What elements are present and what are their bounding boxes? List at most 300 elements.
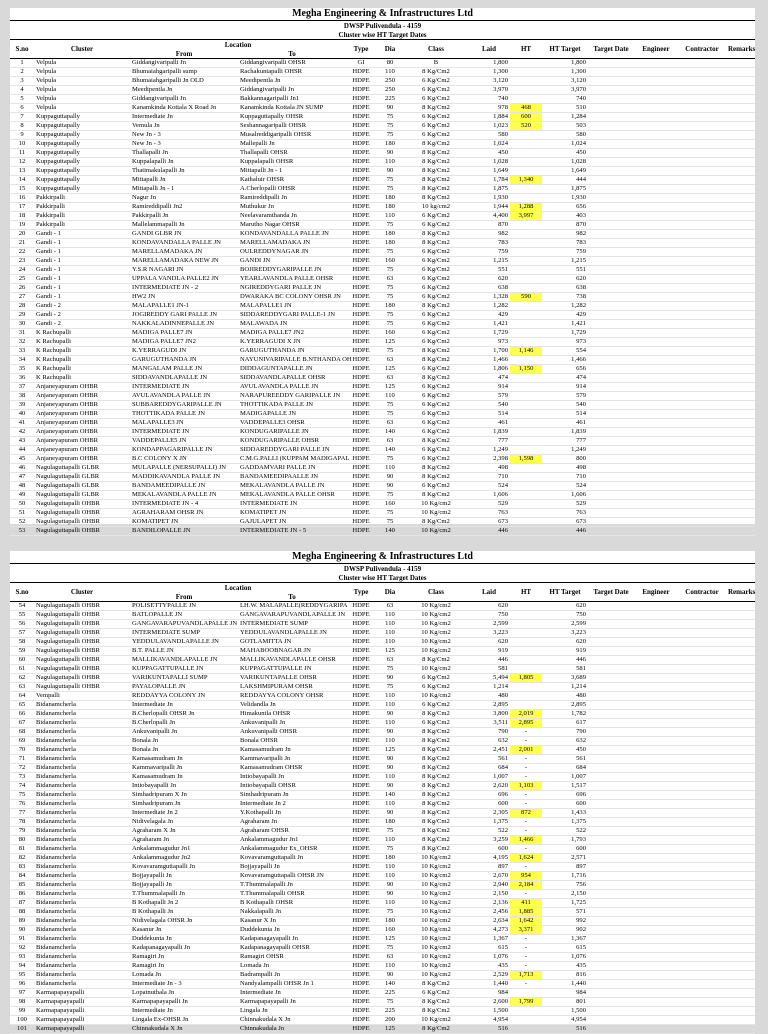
cell-laid: 673: [468, 518, 510, 527]
cell-target-date: [588, 239, 634, 248]
cell-ht-target: 801: [542, 998, 588, 1007]
cell-ht-target: 1,800: [542, 59, 588, 68]
cell-class: 6 Kg/Cm2: [404, 338, 468, 347]
cell-ht-target: 973: [542, 338, 588, 347]
cell-from: Bhumaiahgaripalli sump: [130, 68, 238, 77]
cell-remarks: [726, 908, 755, 917]
cell-from: Chinnakudala X Jn: [130, 1025, 238, 1034]
cell-target-date: [588, 500, 634, 509]
cell-type: HDPE: [346, 737, 376, 746]
table-body-2: [10, 602, 755, 1034]
cell-to: Seshannagaripalli OHSR: [238, 122, 346, 131]
cell-from: Bojjayapalli Jn: [130, 872, 238, 881]
cell-ht: [510, 518, 542, 527]
cell-from: INTERMEDIATE JN: [130, 428, 238, 437]
cell-engineer: [634, 755, 678, 764]
cell-to: Kamasamudram Jn: [238, 746, 346, 755]
cell-to: NARAPUREEDDY GARIPALLE JN: [238, 392, 346, 401]
cell-to: Chinnakudala X Jn: [238, 1016, 346, 1025]
cell-dia: 110: [376, 701, 404, 710]
cell-remarks: [726, 113, 755, 122]
cell-from: Ankalammagudur Jn2: [130, 854, 238, 863]
cell-contractor: [678, 710, 726, 719]
cell-laid: 474: [468, 374, 510, 383]
cell-type: HDPE: [346, 620, 376, 629]
cell-ht: 1,642: [510, 917, 542, 926]
cell-sno: 49: [10, 491, 34, 500]
table-row: [10, 527, 755, 536]
cell-class: 10 Kg/cm2: [404, 647, 468, 656]
cell-target-date: [588, 527, 634, 536]
cell-remarks: [726, 167, 755, 176]
cell-cluster: Kuppaguttapally: [34, 140, 130, 149]
report-subtitle: DWSP Pulivendula - 4159: [343, 21, 422, 30]
col-ht: HT: [510, 40, 542, 59]
cell-class: 8 Kg/Cm2: [404, 728, 468, 737]
table-row: [10, 482, 755, 491]
cell-cluster: Pakkirpalli: [34, 221, 130, 230]
col-cluster: Cluster: [34, 40, 130, 59]
cell-engineer: [634, 248, 678, 257]
cell-remarks: [726, 185, 755, 194]
table-row: [10, 647, 755, 656]
cell-remarks: [726, 863, 755, 872]
cell-engineer: [634, 113, 678, 122]
cell-target-date: [588, 95, 634, 104]
cell-type: HDPE: [346, 755, 376, 764]
cell-ht-target: 514: [542, 410, 588, 419]
cell-ht: 3,997: [510, 212, 542, 221]
cell-from: KONDAPPAGARIPALLE JN: [130, 446, 238, 455]
cell-sno: 22: [10, 248, 34, 257]
cell-contractor: [678, 818, 726, 827]
cell-dia: 90: [376, 104, 404, 113]
cell-laid: 1,606: [468, 491, 510, 500]
cell-ht: [510, 95, 542, 104]
cell-target-date: [588, 908, 634, 917]
cell-class: 6 Kg/Cm2: [404, 275, 468, 284]
cell-engineer: [634, 971, 678, 980]
cell-cluster: Velpula: [34, 59, 130, 68]
cell-from: Intiobayapalli Jn: [130, 782, 238, 791]
cell-contractor: [678, 800, 726, 809]
cell-ht-target: 1,215: [542, 257, 588, 266]
cell-engineer: [634, 221, 678, 230]
cell-ht-target: 617: [542, 719, 588, 728]
cell-ht-target: 540: [542, 401, 588, 410]
cell-type: HDPE: [346, 1007, 376, 1016]
cell-to: Rachakuntapalli OHSR: [238, 68, 346, 77]
cell-ht-target: 750: [542, 611, 588, 620]
cell-cluster: Nagulaguttapalli OHBR: [34, 620, 130, 629]
cell-ht: [510, 482, 542, 491]
cell-remarks: [726, 518, 755, 527]
cell-dia: 125: [376, 746, 404, 755]
cell-ht-target: 600: [542, 800, 588, 809]
cell-cluster: Bidanamcherla: [34, 773, 130, 782]
cell-class: 8 Kg/Cm2: [404, 302, 468, 311]
cell-from: B Kothapalli Jn 2: [130, 899, 238, 908]
cell-to: Kammavaripalli Jn: [238, 755, 346, 764]
table-row: [10, 818, 755, 827]
cell-type: HDPE: [346, 473, 376, 482]
cell-ht-target: 450: [542, 149, 588, 158]
cell-engineer: [634, 728, 678, 737]
cell-remarks: [726, 347, 755, 356]
cell-target-date: [588, 602, 634, 611]
cell-laid: 1,300: [468, 68, 510, 77]
cell-target-date: [588, 167, 634, 176]
cell-cluster: Nagulaguttapalli OHBR: [34, 602, 130, 611]
cell-ht-target: 620: [542, 275, 588, 284]
cell-laid: 973: [468, 338, 510, 347]
table-row: [10, 926, 755, 935]
cell-dia: 75: [376, 410, 404, 419]
table-row: [10, 800, 755, 809]
cell-ht-target: 461: [542, 419, 588, 428]
cell-sno: 6: [10, 104, 34, 113]
cell-type: HDPE: [346, 917, 376, 926]
col-location: Location: [224, 583, 252, 592]
cell-remarks: [726, 665, 755, 674]
cell-ht-target: 1,421: [542, 320, 588, 329]
cell-class: 10 Kg/cm2: [404, 863, 468, 872]
table-row: [10, 194, 755, 203]
cell-to: Agraharam Jn: [238, 818, 346, 827]
cell-laid: 740: [468, 95, 510, 104]
cell-target-date: [588, 356, 634, 365]
cell-target-date: [588, 230, 634, 239]
cell-from: YEDDULAVANDLAPALLE JN: [130, 638, 238, 647]
cell-target-date: [588, 1007, 634, 1016]
cell-dia: 200: [376, 1016, 404, 1025]
cell-sno: 73: [10, 773, 34, 782]
cell-engineer: [634, 59, 678, 68]
cell-to: KONDUGARIPALLE JN: [238, 428, 346, 437]
cell-laid: 2,634: [468, 917, 510, 926]
cell-ht: [510, 446, 542, 455]
cell-type: HDPE: [346, 800, 376, 809]
cell-contractor: [678, 266, 726, 275]
cell-remarks: [726, 104, 755, 113]
cell-remarks: [726, 638, 755, 647]
cell-dia: 63: [376, 602, 404, 611]
cell-to: YEDDULAVANDLAPALLE JN: [238, 629, 346, 638]
cell-sno: 23: [10, 257, 34, 266]
cell-to: Bonala OHSR: [238, 737, 346, 746]
cell-contractor: [678, 293, 726, 302]
cell-cluster: Bidanamcherla: [34, 809, 130, 818]
cell-cluster: K Rachupalli: [34, 329, 130, 338]
cell-to: REDDAYYA COLONY OHSR: [238, 692, 346, 701]
cell-cluster: Vempalli: [34, 692, 130, 701]
col-ht: HT: [510, 583, 542, 602]
col-type: Type: [346, 40, 376, 59]
cell-laid: 1,800: [468, 59, 510, 68]
cell-contractor: [678, 437, 726, 446]
cell-class: 10 Kg/cm2: [404, 527, 468, 536]
cell-ht-target: 2,895: [542, 701, 588, 710]
cell-to: MALAWADA JN: [238, 320, 346, 329]
cell-remarks: [726, 266, 755, 275]
cell-laid: 620: [468, 638, 510, 647]
cell-to: AVULAVANDLA PALLE JN: [238, 383, 346, 392]
cell-cluster: Nagulaguttapalli OHBR: [34, 674, 130, 683]
cell-type: HDPE: [346, 437, 376, 446]
cell-engineer: [634, 95, 678, 104]
cell-from: REDDAYYA COLONY JN: [130, 692, 238, 701]
cell-remarks: [726, 944, 755, 953]
cell-contractor: [678, 755, 726, 764]
cell-laid: 2,456: [468, 908, 510, 917]
cell-to: Kathaluir OHSR: [238, 176, 346, 185]
cell-class: 8 Kg/Cm2: [404, 800, 468, 809]
cell-cluster: Anjaneyapuram OHBR: [34, 383, 130, 392]
cell-engineer: [634, 908, 678, 917]
cell-type: HDPE: [346, 809, 376, 818]
cell-remarks: [726, 989, 755, 998]
cell-laid: 710: [468, 473, 510, 482]
cell-from: Kammavaripalli Jn: [130, 764, 238, 773]
cell-class: 6 Kg/Cm2: [404, 428, 468, 437]
cell-sno: 21: [10, 239, 34, 248]
cell-ht-target: 1,282: [542, 302, 588, 311]
cell-sno: 3: [10, 77, 34, 86]
cell-from: INTERMEDIATE JN - 4: [130, 500, 238, 509]
cell-target-date: [588, 383, 634, 392]
cell-from: B.T. PALLE JN: [130, 647, 238, 656]
cell-laid: 919: [468, 647, 510, 656]
cell-laid: 870: [468, 221, 510, 230]
cell-dia: 75: [376, 683, 404, 692]
cell-sno: 54: [10, 602, 34, 611]
table-row: [10, 293, 755, 302]
cell-from: Giddangivaripalli Jn: [130, 59, 238, 68]
cell-to: GADDAMVARI PALLE JN: [238, 464, 346, 473]
cell-engineer: [634, 872, 678, 881]
cell-cluster: Anjaneyapuram OHBR: [34, 401, 130, 410]
cell-engineer: [634, 131, 678, 140]
cell-from: MALLIKAVANDLAPALLE JN: [130, 656, 238, 665]
cell-to: KOMATIPET JN: [238, 509, 346, 518]
cell-contractor: [678, 158, 726, 167]
cell-remarks: [726, 329, 755, 338]
cell-dia: 180: [376, 230, 404, 239]
cell-remarks: [726, 719, 755, 728]
cell-class: 6 Kg/Cm2: [404, 212, 468, 221]
table-row: [10, 230, 755, 239]
cell-laid: 1,875: [468, 185, 510, 194]
cell-remarks: [726, 230, 755, 239]
cell-ht-target: 1,249: [542, 446, 588, 455]
cell-target-date: [588, 428, 634, 437]
table-row: [10, 437, 755, 446]
cell-laid: 3,800: [468, 710, 510, 719]
cell-dia: 75: [376, 221, 404, 230]
cell-to: C.M.G.PALLI (KUPPAM MADIGAPAL: [240, 455, 350, 462]
cell-laid: 1,729: [468, 329, 510, 338]
cell-engineer: [634, 203, 678, 212]
cell-from: Intermediate Jn - 3: [130, 980, 238, 989]
cell-from: NAKKALADINNEPALLE JN: [130, 320, 238, 329]
cell-dia: 63: [376, 419, 404, 428]
cell-sno: 69: [10, 737, 34, 746]
cell-dia: 180: [376, 917, 404, 926]
cell-target-date: [588, 149, 634, 158]
cell-remarks: [726, 818, 755, 827]
cell-to: NGIREDDYGARI PALLE JN: [238, 284, 346, 293]
cell-dia: 63: [376, 356, 404, 365]
cell-target-date: [588, 1016, 634, 1025]
cell-engineer: [634, 455, 678, 464]
cell-class: 8 Kg/Cm2: [404, 746, 468, 755]
cell-remarks: [726, 764, 755, 773]
cell-type: HDPE: [346, 293, 376, 302]
cell-ht: [510, 602, 542, 611]
cell-engineer: [634, 194, 678, 203]
cell-cluster: Nagulaguttapalli OHBR: [34, 509, 130, 518]
col-to: To: [238, 49, 346, 59]
cell-class: 10 kg/cm2: [404, 203, 468, 212]
table-row: [10, 602, 755, 611]
cell-ht-target: 2,150: [542, 890, 588, 899]
cell-engineer: [634, 347, 678, 356]
table-row: [10, 971, 755, 980]
cell-contractor: [678, 602, 726, 611]
report-subtitle: DWSP Pulivendula - 4159: [343, 564, 422, 573]
cell-target-date: [588, 419, 634, 428]
cell-ht: 520: [510, 122, 542, 131]
cell-cluster: Velpula: [34, 104, 130, 113]
cell-laid: 1,806: [468, 365, 510, 374]
cell-target-date: [588, 773, 634, 782]
cell-sno: 55: [10, 611, 34, 620]
cell-to: T.Thummalapalli Jn: [238, 881, 346, 890]
cell-target-date: [588, 473, 634, 482]
cell-ht-target: 1,284: [542, 113, 588, 122]
cell-sno: 86: [10, 890, 34, 899]
cell-sno: 37: [10, 383, 34, 392]
cell-engineer: [634, 509, 678, 518]
cell-laid: 529: [468, 500, 510, 509]
cell-ht: -: [510, 863, 542, 872]
cell-from: Ankuvanipalli Jn: [130, 728, 238, 737]
cell-ht: -: [510, 953, 542, 962]
cell-remarks: [726, 800, 755, 809]
cell-target-date: [588, 293, 634, 302]
col-target-date: Target Date: [588, 583, 634, 602]
cell-dia: 225: [376, 1007, 404, 1016]
cell-from: Bhumaiahgaripalli Jn OLD: [130, 77, 238, 86]
cell-type: HDPE: [346, 692, 376, 701]
cell-type: HDPE: [346, 980, 376, 989]
cell-contractor: [678, 611, 726, 620]
table-row: [10, 665, 755, 674]
col-remarks: Remarks: [726, 583, 755, 602]
table-row: [10, 962, 755, 971]
cell-contractor: [678, 665, 726, 674]
cell-laid: 696: [468, 791, 510, 800]
cell-remarks: [726, 239, 755, 248]
cell-cluster: Bidanamcherla: [34, 899, 130, 908]
cell-remarks: [726, 647, 755, 656]
cell-ht: [510, 248, 542, 257]
cell-cluster: Velpula: [34, 77, 130, 86]
cell-to: Muthukur Jn: [238, 203, 346, 212]
cell-type: HDPE: [346, 428, 376, 437]
cell-from: MADDIKAVANDLA PALLE JN: [130, 473, 238, 482]
cell-target-date: [588, 77, 634, 86]
cell-from: Nagur Jn: [130, 194, 238, 203]
cell-ht: 1,598: [510, 455, 542, 464]
cell-type: HDPE: [346, 122, 376, 131]
cell-contractor: [678, 185, 726, 194]
cell-to: GANDI JN: [238, 257, 346, 266]
cell-target-date: [588, 320, 634, 329]
cell-remarks: [726, 212, 755, 221]
cell-laid: 3,970: [468, 86, 510, 95]
cell-cluster: Nagulaguttapalli OHBR: [34, 500, 130, 509]
cell-type: HDPE: [346, 302, 376, 311]
cell-type: HDPE: [346, 728, 376, 737]
cell-type: HDPE: [346, 185, 376, 194]
cell-dia: 75: [376, 509, 404, 518]
col-sno: S.no: [10, 40, 34, 59]
table-row: [10, 446, 755, 455]
cell-cluster: Bidanamcherla: [34, 854, 130, 863]
cell-dia: 75: [376, 131, 404, 140]
cell-engineer: [634, 419, 678, 428]
cell-engineer: [634, 428, 678, 437]
cell-laid: 2,620: [468, 782, 510, 791]
cell-remarks: [726, 1025, 755, 1034]
cell-sno: 99: [10, 1007, 34, 1016]
cell-from: Intermediate Jn: [130, 701, 238, 710]
cell-target-date: [588, 791, 634, 800]
cell-type: HDPE: [346, 176, 376, 185]
cell-sno: 17: [10, 203, 34, 212]
cell-from: Agraharam Jn: [130, 836, 238, 845]
cell-engineer: [634, 185, 678, 194]
cell-sno: 70: [10, 746, 34, 755]
cell-cluster: Gandi - 1: [34, 248, 130, 257]
cell-to: Ankalammagudur Jn1: [238, 836, 346, 845]
cell-dia: 110: [376, 719, 404, 728]
cell-type: HDPE: [346, 854, 376, 863]
cell-class: 8 Kg/Cm2: [404, 473, 468, 482]
table-row: [10, 383, 755, 392]
cell-from: B.C COLONY X JN: [130, 455, 238, 464]
cell-engineer: [634, 392, 678, 401]
table-row: [10, 68, 755, 77]
cell-target-date: [588, 746, 634, 755]
cell-engineer: [634, 674, 678, 683]
cell-engineer: [634, 338, 678, 347]
cell-ht: [510, 701, 542, 710]
cell-laid: 4,954: [468, 1016, 510, 1025]
cell-engineer: [634, 692, 678, 701]
cell-type: HDPE: [346, 491, 376, 500]
cell-engineer: [634, 701, 678, 710]
cell-type: HDPE: [346, 746, 376, 755]
cell-class: 10 Kg/cm2: [404, 854, 468, 863]
cell-target-date: [588, 86, 634, 95]
cell-class: 6 Kg/Cm2: [404, 284, 468, 293]
cell-ht-target: 759: [542, 248, 588, 257]
cell-dia: 180: [376, 140, 404, 149]
cell-from: UPPALA VANDLA PALLE2 JN: [130, 275, 238, 284]
report-caption: Cluster wise HT Target Dates: [10, 30, 755, 40]
